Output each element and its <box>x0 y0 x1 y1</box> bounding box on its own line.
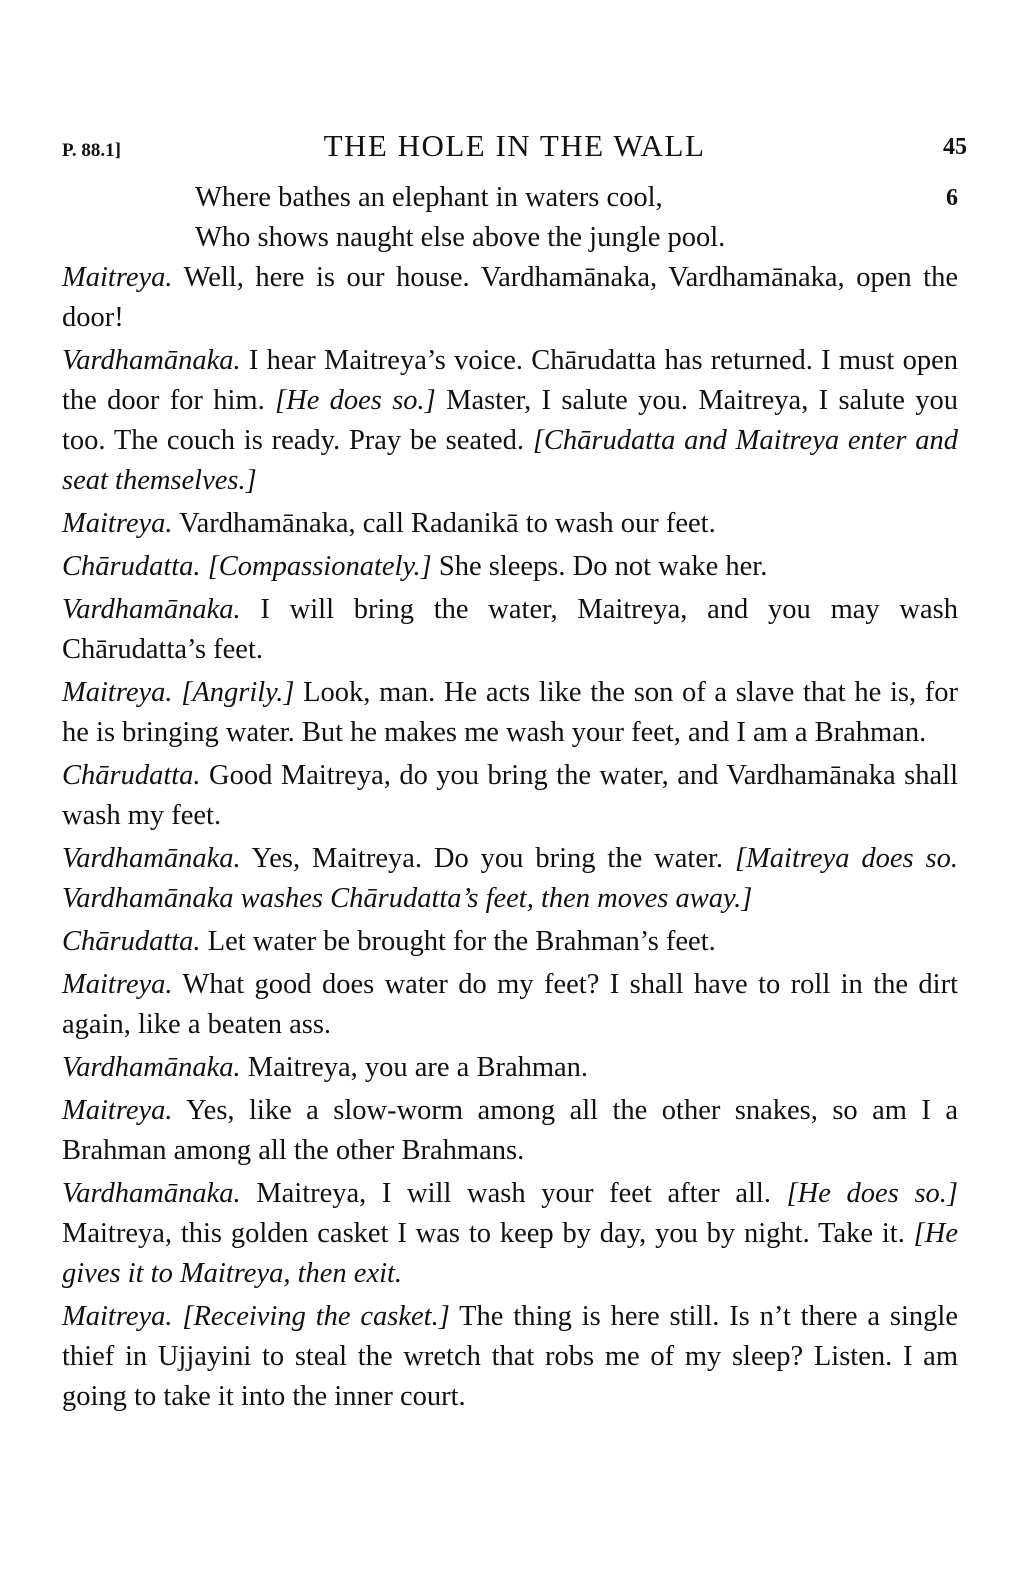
spoken-text: Yes, Maitreya. Do you bring the water. <box>240 843 735 874</box>
spoken-text: I will bring the water, Maitreya, and you may wash Chārudatta’s feet. <box>62 594 958 665</box>
header-reference: P. 88.1] <box>62 140 121 161</box>
stage-direction: [He gives it to Maitreya, then exit. <box>62 1218 958 1289</box>
page-number: 45 <box>943 134 967 160</box>
speaker-name: Maitreya. <box>62 262 173 293</box>
speaker-name: Chārudatta. <box>62 926 201 957</box>
spoken-text: Maitreya, this golden casket I was to keep by day, you by night. Take it. <box>62 1218 914 1249</box>
verse-number: 6 <box>946 185 958 211</box>
stage-direction: [Maitreya does so. Vardhamānaka washes Chārudatta’s feet, then moves away.] <box>62 843 958 914</box>
speaker-name: Vardhamānaka. <box>62 1052 241 1083</box>
spoken-text: What good does water do my feet? I shall have to roll in the dirt again, like a beaten ass. <box>62 969 958 1040</box>
spoken-text: Maitreya, I will wash your feet after all. <box>240 1178 787 1209</box>
verse-block <box>62 178 958 258</box>
dialogue-paragraph <box>62 839 958 919</box>
spoken-text: Let water be brought for the Brahman’s feet. <box>200 926 716 957</box>
dialogue-paragraph <box>62 1048 958 1088</box>
speaker-name: Maitreya. <box>62 508 173 539</box>
running-header <box>62 128 967 168</box>
stage-direction: [Angrily.] <box>181 677 295 708</box>
spoken-text: The thing is here still. Is n’t there a single thief in Ujjayini to steal the wretch that robs me of my sleep? Listen. I am going to take it into the inner court. <box>62 1301 958 1412</box>
speaker-name: Chārudatta. <box>62 551 201 582</box>
spoken-text: Look, man. He acts like the son of a slave that he is, for he is bringing water. But he makes me wash your feet, and I am a Brahman. <box>62 677 959 748</box>
spoken-text: Good Maitreya, do you bring the water, and Vardhamānaka shall wash my feet. <box>62 760 958 831</box>
dialogue-paragraph <box>62 1174 958 1294</box>
spoken-text: Yes, like a slow-worm among all the other snakes, so am I a Brahman among all the other Brahmans. <box>62 1095 958 1166</box>
speaker-name: Vardhamānaka. <box>62 594 241 625</box>
dialogue <box>62 258 958 1417</box>
spoken-text <box>173 677 182 708</box>
spoken-text: Master, I salute you. Maitreya, I salute you too. The couch is ready. Pray be seated. <box>62 385 958 456</box>
spoken-text: Vardhamānaka, call Radanikā to wash our feet. <box>172 508 716 539</box>
dialogue-paragraph <box>62 1091 958 1171</box>
verse-line: Who shows naught else above the jungle pool. <box>195 222 726 253</box>
dialogue-paragraph <box>62 341 958 501</box>
dialogue-paragraph <box>62 258 958 338</box>
dialogue-paragraph <box>62 922 958 962</box>
stage-direction: [Chārudatta and Maitreya enter and seat themselves.] <box>62 425 958 496</box>
dialogue-paragraph <box>62 965 958 1045</box>
dialogue-paragraph <box>62 673 958 753</box>
dialogue-paragraph <box>62 1297 958 1417</box>
body-text <box>62 178 958 1417</box>
speaker-name: Vardhamānaka. <box>62 843 241 874</box>
spoken-text: Well, here is our house. Vardhamānaka, Vardhamānaka, open the door! <box>62 262 958 333</box>
dialogue-paragraph <box>62 504 958 544</box>
speaker-name: Vardhamānaka. <box>62 1178 241 1209</box>
dialogue-paragraph <box>62 756 958 836</box>
page-title: THE HOLE IN THE WALL <box>323 128 706 163</box>
speaker-name: Maitreya. <box>62 1301 173 1332</box>
stage-direction: [He does so.] <box>786 1178 959 1209</box>
verse-line: Where bathes an elephant in waters cool, <box>195 182 663 213</box>
spoken-text: Maitreya, you are a Brahman. <box>240 1052 589 1083</box>
spoken-text: I hear Maitreya’s voice. Chārudatta has returned. I must open the door for him. <box>62 345 958 416</box>
dialogue-paragraph <box>62 547 958 587</box>
stage-direction: [He does so.] <box>275 385 436 416</box>
speaker-name: Maitreya. <box>62 677 173 708</box>
spoken-text <box>173 1301 183 1332</box>
speaker-name: Chārudatta. <box>62 760 201 791</box>
speaker-name: Maitreya. <box>62 1095 173 1126</box>
stage-direction: [Compassionately.] <box>207 551 432 582</box>
speaker-name: Maitreya. <box>62 969 173 1000</box>
dialogue-paragraph <box>62 590 958 670</box>
stage-direction: [Receiving the casket.] <box>182 1301 450 1332</box>
spoken-text <box>201 551 208 582</box>
speaker-name: Vardhamānaka. <box>62 345 241 376</box>
spoken-text: She sleeps. Do not wake her. <box>431 551 768 582</box>
